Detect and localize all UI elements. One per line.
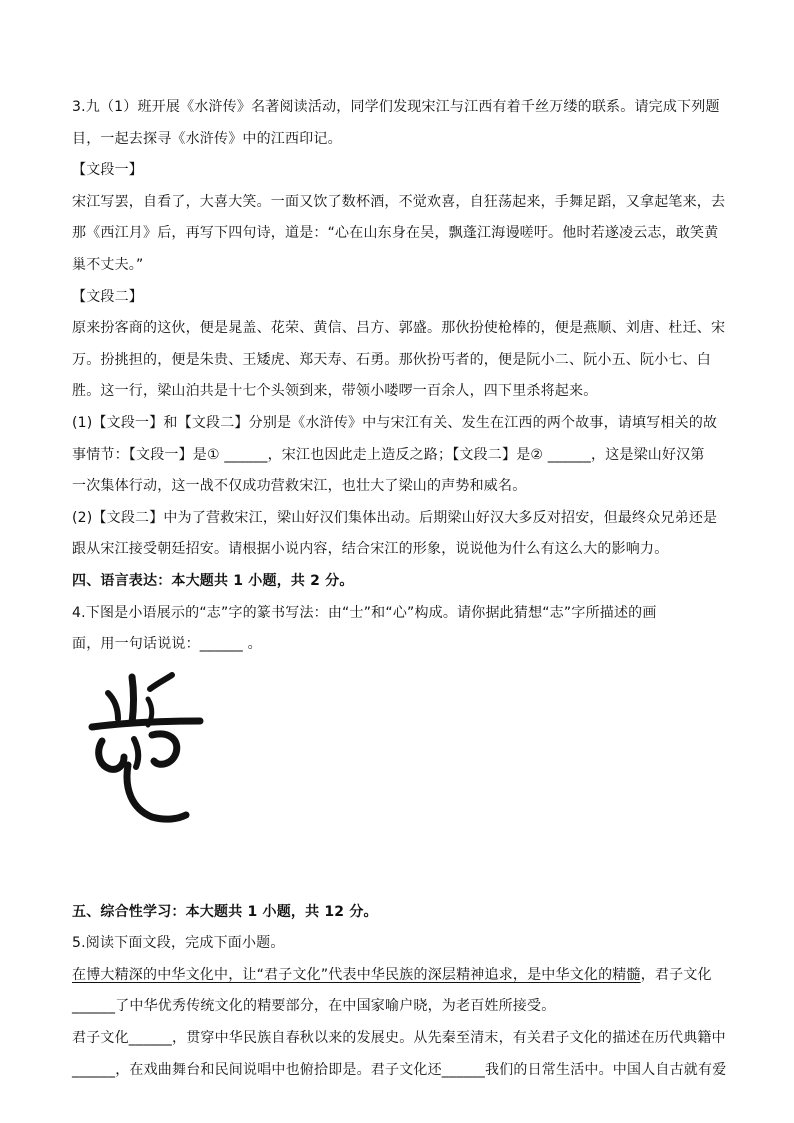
q3-stem-line-2: 目，一起去探寻《水浒传》中的江西印记。 (72, 130, 342, 147)
q3-sub1-line-1: (1)【文段一】和【文段二】分别是《水浒传》中与宋江有关、发生在江西的两个故事，请填写相关的故 (72, 414, 718, 431)
seal-script-zhi-figure (72, 665, 722, 901)
passage-one-line-1: 宋江写罢，自看了，大喜大笑。一面又饮了数杯酒，不觉欢喜，自狂荡起来，手舞足蹈，又拿起笔来，去 (72, 193, 726, 210)
q3-sub2-line-2: 跟从宋江接受朝廷招安。请根据小说内容，结合宋江的形象，说说他为什么有这么大的影响力。 (72, 541, 669, 558)
underlined-sentence: 在博大精深的中华文化中，让“君子文化”代表中华民族的深层精神追求，是中华文化的精髓 (72, 966, 641, 983)
seal-script-zhi-character (88, 669, 208, 839)
q5-passage-line-1 (72, 964, 722, 986)
q5-passage-line-4: ______，在戏曲舞台和民间说唱中也俯拾即是。君子文化还______我们的日常生活中。中国人自古就有爱 (72, 1061, 727, 1078)
q4-stem-line-2: 面，用一句话说说：______ 。 (72, 636, 262, 653)
passage-two-line-3: 胜。这一行，梁山泊共是十七个头领到来，带领小喽啰一百余人，四下里杀将起来。 (72, 383, 598, 400)
passage-one-heading: 【文段一】 (72, 162, 143, 179)
q3-sub1-line-2: 事情节：【文段一】是① ______，宋江也因此走上造反之路；【文段二】是② ______，这是梁山好汉第 (72, 446, 705, 463)
passage-two-line-1: 原来扮客商的这伙，便是晁盖、花荣、黄信、吕方、郭盛。那伙扮使枪棒的，便是燕顺、刘唐、杜迁、宋 (72, 320, 726, 337)
q3-sub1-line-3: 一次集体行动，这一战不仅成功营救宋江，也壮大了梁山的声势和威名。 (72, 478, 527, 495)
passage-one-line-3: 巢不丈夫。” (72, 256, 144, 273)
document-page (72, 96, 727, 1090)
q5-stem: 5.阅读下面文段，完成下面小题。 (72, 935, 285, 952)
passage-two-heading: 【文段二】 (72, 288, 143, 305)
q5-passage-line-1-rest: ，君子文化 (640, 966, 712, 983)
q3-stem-line-1: 3.九（1）班开展《水浒传》名著阅读活动，同学们发现宋江与江西有着千丝万缕的联系。请完成下列题 (72, 99, 720, 115)
passage-two-line-2: 万。扮挑担的，便是朱贵、王矮虎、郑天寿、石勇。那伙扮丐者的，便是阮小二、阮小五、阮小七、白 (72, 351, 711, 368)
q4-stem-line-1: 4.下图是小语展示的“志”字的篆书写法：由“士”和“心”构成。请你据此猜想“志”字所描述的画 (72, 604, 657, 621)
q5-passage-line-2: ______了中华优秀传统文化的精要部分，在中国家喻户晓，为老百姓所接受。 (72, 998, 556, 1015)
section-four-heading: 四、语言表达：本大题共 1 小题，共 2 分。 (72, 572, 354, 589)
section-five-heading: 五、综合性学习：本大题共 1 小题，共 12 分。 (72, 903, 378, 920)
passage-one-line-2: 那《西江月》后，再写下四句诗，道是：“心在山东身在吴，飘蓬江海谩嗟吁。他时若遂凌云志，敢笑黄 (72, 225, 719, 242)
q5-passage-line-3: 君子文化______，贯穿中华民族自春秋以来的发展史。从先秦至清末，有关君子文化的描述在历代典籍中 (72, 1030, 726, 1047)
q3-sub2-line-1: (2)【文段二】中为了营救宋江，梁山好汉们集体出动。后期梁山好汉大多反对招安，但最终众兄弟还是 (72, 509, 718, 526)
